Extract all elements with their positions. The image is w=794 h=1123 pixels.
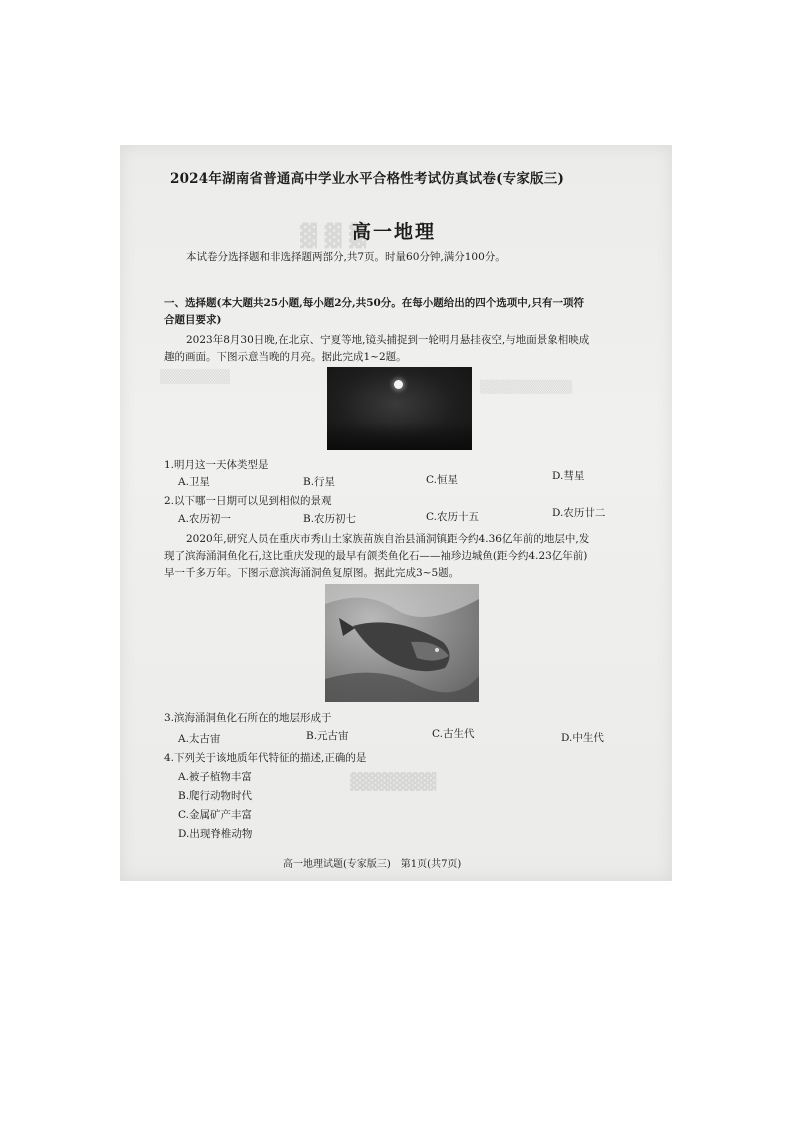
answer-option: A.被子植物丰富 xyxy=(178,771,252,783)
page-footer: 高一地理试题(专家版三) 第1页(共7页) xyxy=(283,859,462,870)
answer-option: B.行星 xyxy=(303,476,336,488)
section-heading: 合题目要求) xyxy=(164,314,222,326)
answer-option: C.恒星 xyxy=(426,474,458,486)
answer-option: D.彗星 xyxy=(552,470,585,482)
fish-fossil-restoration-photo xyxy=(325,584,479,702)
question-stem: 2.以下哪一日期可以见到相似的景观 xyxy=(164,495,332,507)
answer-option: D.中生代 xyxy=(561,732,604,744)
answer-option: D.出现脊椎动物 xyxy=(178,828,253,840)
fish-illustration xyxy=(325,584,479,702)
answer-option: D.农历廿二 xyxy=(552,507,606,519)
exam-intro: 本试卷分选择题和非选择题两部分,共7页。时量60分钟,满分100分。 xyxy=(186,251,506,263)
subject-title: 高一地理 xyxy=(352,221,437,243)
ground-silhouette xyxy=(327,422,472,450)
exam-title: 2024年湖南省普通高中学业水平合格性考试仿真试卷(专家版三) xyxy=(170,171,565,187)
answer-option: C.古生代 xyxy=(432,728,475,740)
section-heading: 一、选择题(本大题共25小题,每小题2分,共50分。在每小题给出的四个选项中,只有一项符 xyxy=(164,297,584,309)
moon-icon xyxy=(394,380,403,389)
answer-option: C.农历十五 xyxy=(426,511,479,523)
passage-text: 趣的画面。下图示意当晚的月亮。据此完成1~2题。 xyxy=(164,351,407,363)
passage-text: 2020年,研究人员在重庆市秀山土家族苗族自治县涌洞镇距今约4.36亿年前的地层中,发 xyxy=(186,533,590,545)
passage-text: 2023年8月30日晚,在北京、宁夏等地,镜头捕捉到一轮明月悬挂夜空,与地面景象相映成 xyxy=(186,334,590,346)
passage-text: 现了滨海涌洞鱼化石,这比重庆发现的最早有颌类鱼化石——袖珍边城鱼(距今约4.23亿年前) xyxy=(164,550,588,562)
question-stem: 3.滨海涌洞鱼化石所在的地层形成于 xyxy=(164,712,332,724)
answer-option: B.农历初七 xyxy=(303,513,357,525)
answer-option: B.爬行动物时代 xyxy=(178,790,253,802)
question-stem: 1.明月这一天体类型是 xyxy=(164,459,269,471)
question-stem: 4.下列关于该地质年代特征的描述,正确的是 xyxy=(164,752,367,764)
answer-option: C.金属矿产丰富 xyxy=(178,809,252,821)
passage-text: 早一千多万年。下图示意滨海涌洞鱼复原图。据此完成3~5题。 xyxy=(164,567,460,579)
answer-option: A.农历初一 xyxy=(178,513,231,525)
answer-option: A.卫星 xyxy=(178,476,210,488)
answer-option: A.太古宙 xyxy=(178,733,221,745)
moon-night-photo xyxy=(327,367,472,450)
answer-option: B.元古宙 xyxy=(306,730,349,742)
